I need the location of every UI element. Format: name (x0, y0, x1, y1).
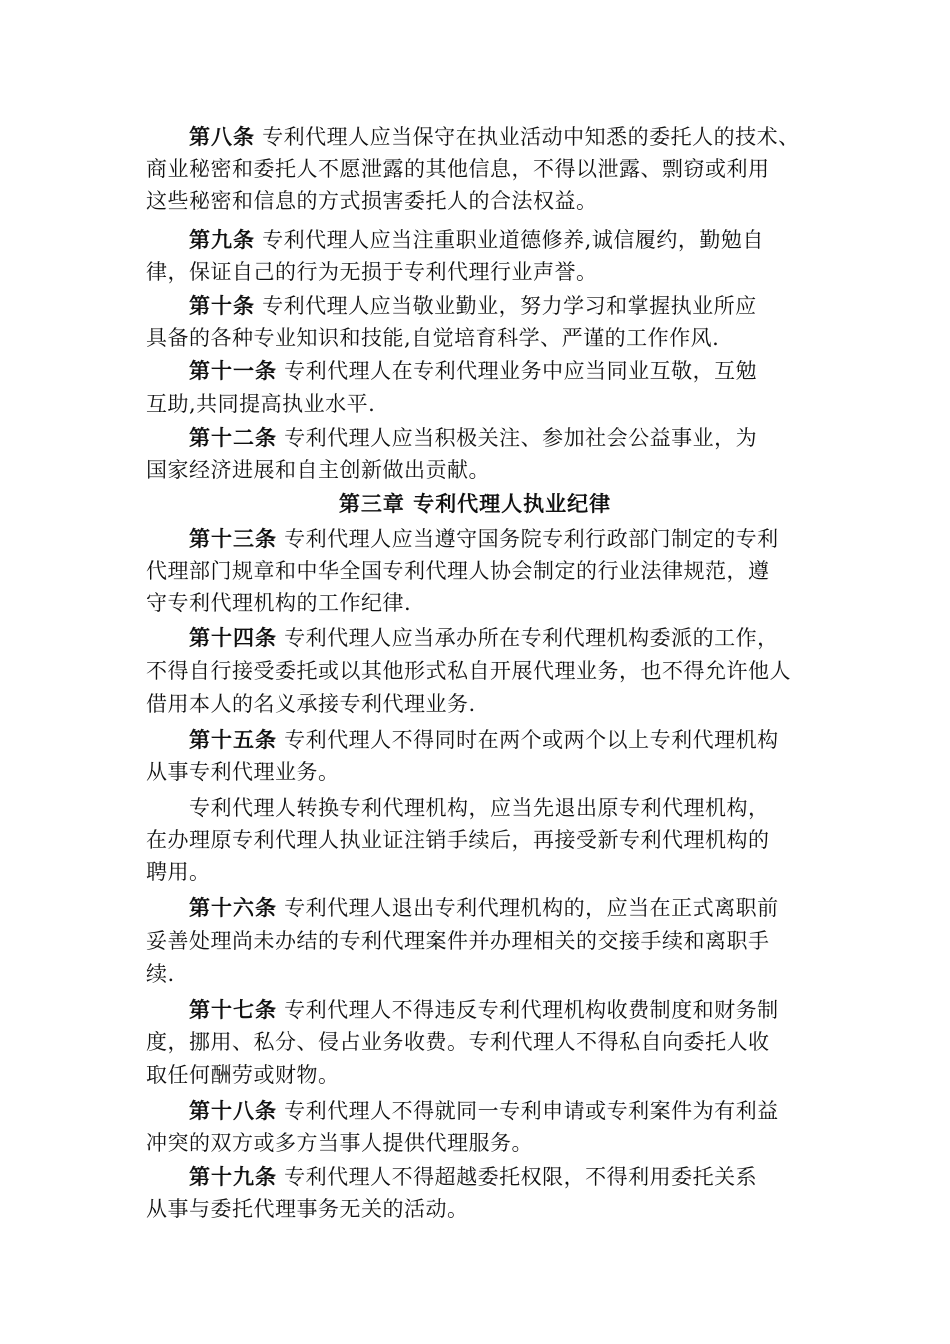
article-8-line-1 (189, 122, 800, 152)
article-label: 第十一条 (189, 359, 277, 383)
article-label: 第十二条 (189, 426, 277, 450)
article-label: 第十三条 (189, 527, 277, 551)
article-text: 专利代理人在专利代理业务中应当同业互敬，互勉 (277, 359, 758, 383)
article-13-line-3: 守专利代理机构的工作纪律. (146, 591, 412, 615)
article-text: 专利代理人应当保守在执业活动中知悉的委托人的技术、 (255, 125, 800, 149)
article-label: 第十条 (189, 294, 255, 318)
article-label: 第十六条 (189, 896, 277, 920)
article-11-line-2: 互助,共同提高执业水平. (146, 392, 376, 416)
article-text: 专利代理人应当遵守国务院专利行政部门制定的专利 (277, 527, 779, 551)
article-text: 专利代理人应当积极关注、参加社会公益事业，为 (277, 426, 758, 450)
article-19-line-1 (189, 1162, 757, 1192)
article-16-line-3: 续. (146, 962, 175, 986)
article-label: 第八条 (189, 125, 255, 149)
article-10-line-2: 具备的各种专业知识和技能,自觉培育科学、严谨的工作作风. (146, 326, 720, 350)
article-9-line-1 (189, 225, 764, 255)
article-14-line-1 (189, 623, 779, 653)
article-12-line-2: 国家经济进展和自主创新做出贡献。 (146, 458, 490, 482)
article-text: 专利代理人不得违反专利代理机构收费制度和财务制 (277, 998, 779, 1022)
paragraph-line-3: 聘用。 (146, 860, 211, 884)
article-text: 专利代理人应当承办所在专利代理机构委派的工作， (277, 626, 779, 650)
article-text: 专利代理人不得超越委托权限，不得利用委托关系 (277, 1165, 758, 1189)
article-14-line-3: 借用本人的名义承接专利代理业务. (146, 692, 476, 716)
article-9-line-2: 律，保证自己的行为无损于专利代理行业声誉。 (146, 260, 598, 284)
article-17-line-3: 取任何酬劳或财物。 (146, 1063, 340, 1087)
article-16-line-1 (189, 893, 779, 923)
article-19-line-2: 从事与委托代理事务无关的活动。 (146, 1197, 469, 1221)
article-8-line-2: 商业秘密和委托人不愿泄露的其他信息，不得以泄露、剽窃或利用 (146, 157, 770, 181)
article-17-line-2: 度，挪用、私分、侵占业务收费。专利代理人不得私自向委托人收 (146, 1030, 770, 1054)
chapter-heading: 第三章 专利代理人执业纪律 (338, 492, 612, 516)
article-text: 专利代理人退出专利代理机构的，应当在正式离职前 (277, 896, 779, 920)
article-10-line-1 (189, 291, 757, 321)
paragraph-line-1: 专利代理人转换专利代理机构，应当先退出原专利代理机构， (189, 796, 770, 820)
article-15-line-2: 从事专利代理业务。 (146, 760, 340, 784)
article-14-line-2: 不得自行接受委托或以其他形式私自开展代理业务，也不得允许他人 (146, 659, 791, 683)
article-13-line-1 (189, 524, 779, 554)
article-18-line-1 (189, 1096, 779, 1126)
article-label: 第十四条 (189, 626, 277, 650)
article-15-line-1 (189, 725, 779, 755)
article-label: 第十七条 (189, 998, 277, 1022)
article-label: 第十九条 (189, 1165, 277, 1189)
paragraph-line-2: 在办理原专利代理人执业证注销手续后，再接受新专利代理机构的 (146, 828, 770, 852)
article-13-line-2: 代理部门规章和中华全国专利代理人协会制定的行业法律规范，遵 (146, 559, 770, 583)
article-text: 专利代理人不得同时在两个或两个以上专利代理机构 (277, 728, 779, 752)
article-17-line-1 (189, 995, 779, 1025)
article-18-line-2: 冲突的双方或多方当事人提供代理服务。 (146, 1131, 533, 1155)
article-11-line-1 (189, 356, 757, 386)
article-8-line-3: 这些秘密和信息的方式损害委托人的合法权益。 (146, 189, 598, 213)
article-text: 专利代理人应当敬业勤业，努力学习和掌握执业所应 (255, 294, 757, 318)
article-text: 专利代理人不得就同一专利申请或专利案件为有利益 (277, 1099, 779, 1123)
article-label: 第十八条 (189, 1099, 277, 1123)
article-label: 第九条 (189, 228, 255, 252)
article-12-line-1 (189, 423, 757, 453)
article-text: 专利代理人应当注重职业道德修养,诚信履约，勤勉自 (255, 228, 764, 252)
article-label: 第十五条 (189, 728, 277, 752)
article-16-line-2: 妥善处理尚未办结的专利代理案件并办理相关的交接手续和离职手 (146, 929, 770, 953)
